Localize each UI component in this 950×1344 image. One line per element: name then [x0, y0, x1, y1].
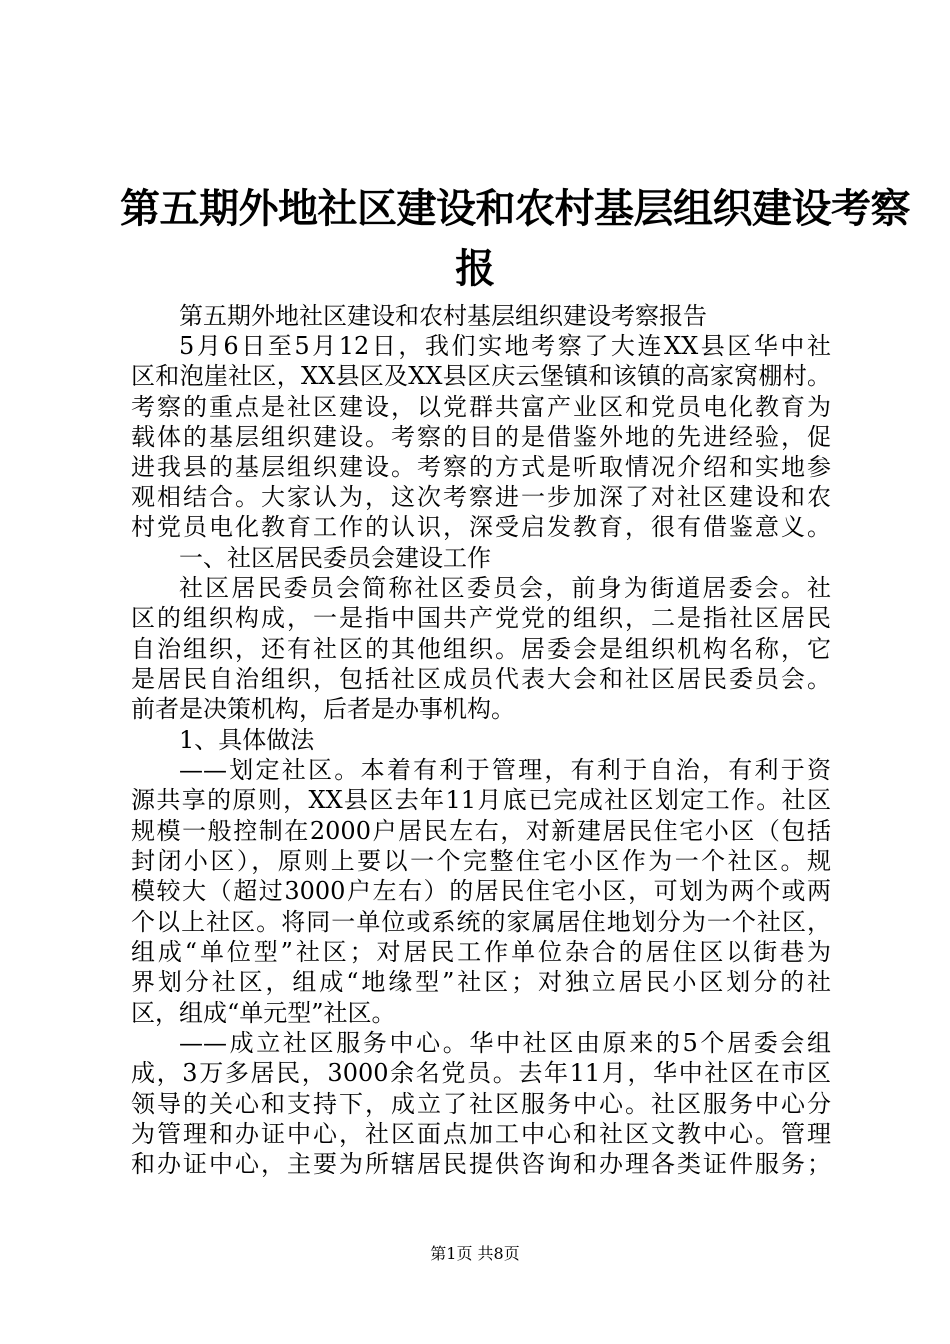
paragraph-line: 个以上社区。将同一单位或系统的家属居住地划分为一个社区， — [131, 908, 831, 936]
paragraph-line: 5月6日至5月12日，我们实地考察了大连XX县区华中社 — [179, 332, 831, 360]
subtitle-line: 第五期外地社区建设和农村基层组织建设考察报告 — [179, 302, 707, 330]
paragraph-line: 区和泡崖社区，XX县区及XX县区庆云堡镇和该镇的高家窝棚村。 — [131, 362, 831, 390]
paragraph-line: 区，组成“单元型”社区。 — [131, 999, 396, 1027]
paragraph-line: 模较大（超过3000户左右）的居民住宅小区，可划为两个或两 — [131, 877, 831, 905]
paragraph-line: 区的组织构成，一是指中国共产党党的组织，二是指社区居民 — [131, 604, 831, 632]
paragraph-line: 源共享的原则，XX县区去年11月底已完成社区划定工作。社区 — [131, 786, 831, 814]
paragraph-line: 成，3万多居民，3000余名党员。去年11月，华中社区在市区 — [131, 1059, 831, 1087]
paragraph-line: 观相结合。大家认为，这次考察进一步加深了对社区建设和农 — [131, 483, 831, 511]
paragraph-line: 规模一般控制在2000户居民左右，对新建居民住宅小区（包括 — [131, 817, 831, 845]
document-title-line-2: 报 — [455, 245, 495, 292]
paragraph-line: ——成立社区服务中心。华中社区由原来的5个居委会组 — [179, 1029, 831, 1057]
paragraph-line: 村党员电化教育工作的认识，深受启发教育，很有借鉴意义。 — [131, 513, 831, 541]
paragraph-line: 载体的基层组织建设。考察的目的是借鉴外地的先进经验，促 — [131, 423, 831, 451]
paragraph-line: 界划分社区，组成“地缘型”社区；对独立居民小区划分的社 — [131, 968, 831, 996]
subsection-heading: 1、具体做法 — [179, 726, 315, 754]
paragraph-line: 进我县的基层组织建设。考察的方式是听取情况介绍和实地参 — [131, 453, 831, 481]
paragraph-line: 是居民自治组织，包括社区成员代表大会和社区居民委员会。 — [131, 665, 831, 693]
section-heading: 一、社区居民委员会建设工作 — [179, 544, 491, 572]
paragraph-line: 和办证中心，主要为所辖居民提供咨询和办理各类证件服务； — [131, 1150, 831, 1178]
page-footer: 第1页 共8页 — [430, 1244, 520, 1263]
paragraph-line: 封闭小区），原则上要以一个完整住宅小区作为一个社区。规 — [131, 847, 831, 875]
paragraph-line: 考察的重点是社区建设，以党群共富产业区和党员电化教育为 — [131, 393, 831, 421]
paragraph-line: 前者是决策机构，后者是办事机构。 — [131, 695, 515, 723]
paragraph-line: 领导的关心和支持下，成立了社区服务中心。社区服务中心分 — [131, 1090, 831, 1118]
document-title-line-1: 第五期外地社区建设和农村基层组织建设考察 — [120, 185, 910, 232]
paragraph-line: 组成“单位型”社区；对居民工作单位杂合的居住区以街巷为 — [131, 938, 831, 966]
paragraph-line: ——划定社区。本着有利于管理，有利于自治，有利于资 — [179, 756, 831, 784]
paragraph-line: 自治组织，还有社区的其他组织。居委会是组织机构名称，它 — [131, 635, 831, 663]
paragraph-line: 为管理和办证中心，社区面点加工中心和社区文教中心。管理 — [131, 1120, 831, 1148]
paragraph-line: 社区居民委员会简称社区委员会，前身为街道居委会。社 — [179, 574, 831, 602]
